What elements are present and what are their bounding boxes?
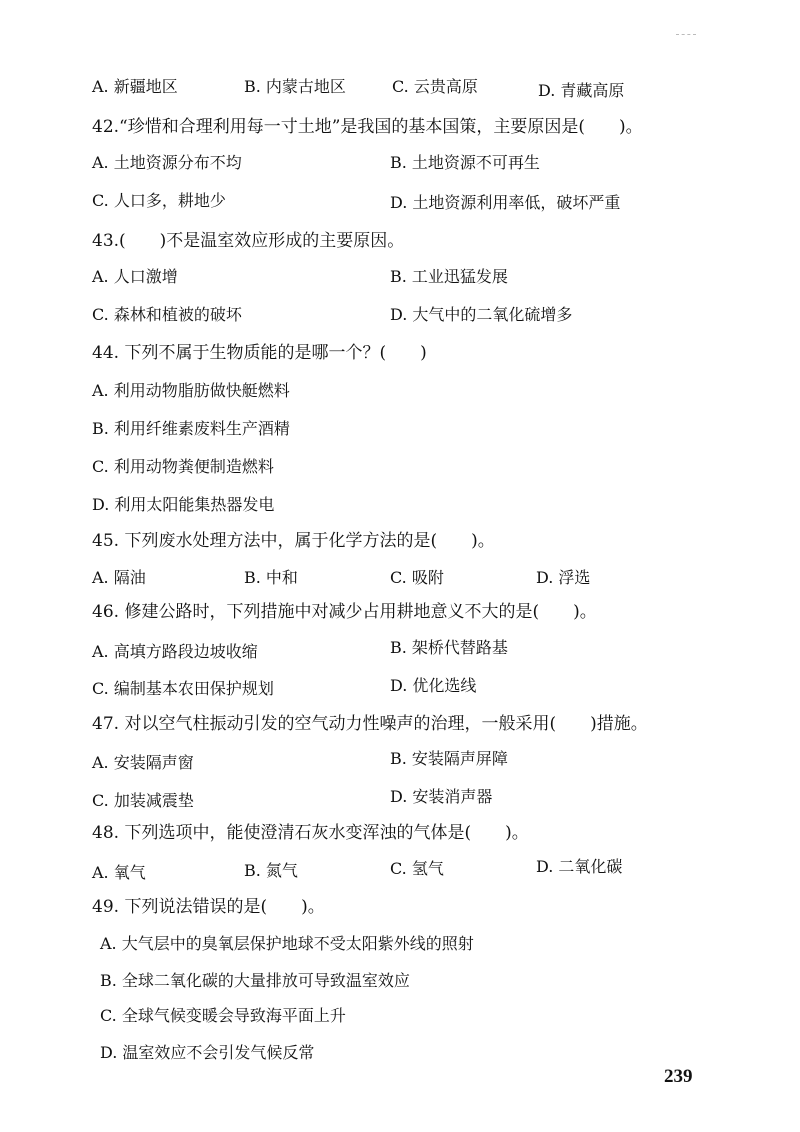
q42-option-a: A. 土地资源分布不均: [92, 153, 242, 172]
scan-mark: [676, 34, 696, 36]
q44-stem: 44. 下列不属于生物质能的是哪一个？( ): [92, 343, 427, 363]
q46-option-b: B. 架桥代替路基: [390, 638, 508, 657]
q49-option-b: B. 全球二氧化碳的大量排放可导致温室效应: [100, 971, 410, 990]
q43-option-d: D. 大气中的二氧化硫增多: [390, 305, 573, 324]
q42-option-d: D. 土地资源利用率低，破坏严重: [390, 193, 621, 212]
q48-stem: 48. 下列选项中，能使澄清石灰水变浑浊的气体是( )。: [92, 823, 529, 843]
q44-option-a: A. 利用动物脂肪做快艇燃料: [92, 381, 290, 400]
q45-option-c: C. 吸附: [390, 568, 444, 587]
q49-option-a: A. 大气层中的臭氧层保护地球不受太阳紫外线的照射: [100, 934, 474, 953]
q43-stem: 43.( )不是温室效应形成的主要原因。: [92, 231, 405, 251]
q46-option-a: A. 高填方路段边坡收缩: [92, 642, 258, 661]
q46-option-d: D. 优化选线: [390, 676, 477, 695]
q45-option-a: A. 隔油: [92, 568, 146, 587]
q42-option-b: B. 土地资源不可再生: [390, 153, 540, 172]
q49-stem: 49. 下列说法错误的是( )。: [92, 897, 325, 917]
q42-stem: 42.“珍惜和合理利用每一寸土地”是我国的基本国策，主要原因是( )。: [92, 117, 643, 137]
page-number: 239: [664, 1066, 693, 1087]
q44-option-b: B. 利用纤维素废料生产酒精: [92, 419, 290, 438]
q45-stem: 45. 下列废水处理方法中，属于化学方法的是( )。: [92, 531, 495, 551]
q47-option-d: D. 安装消声器: [390, 787, 493, 806]
q48-option-a: A. 氧气: [92, 863, 146, 882]
q45-option-b: B. 中和: [244, 568, 298, 587]
q48-option-c: C. 氢气: [390, 859, 444, 878]
q46-option-c: C. 编制基本农田保护规划: [92, 679, 274, 698]
q43-option-c: C. 森林和植被的破坏: [92, 305, 242, 324]
q47-option-b: B. 安装隔声屏障: [390, 749, 508, 768]
q44-option-c: C. 利用动物粪便制造燃料: [92, 457, 274, 476]
q47-option-a: A. 安装隔声窗: [92, 753, 194, 772]
q41-option-a: A. 新疆地区: [92, 77, 178, 96]
q41-option-b: B. 内蒙古地区: [244, 77, 346, 96]
q49-option-d: D. 温室效应不会引发气候反常: [100, 1043, 315, 1062]
q44-option-d: D. 利用太阳能集热器发电: [92, 495, 275, 514]
q47-stem: 47. 对以空气柱振动引发的空气动力性噪声的治理，一般采用( )措施。: [92, 714, 648, 734]
q46-stem: 46. 修建公路时，下列措施中对减少占用耕地意义不大的是( )。: [92, 602, 597, 622]
q41-option-d: D. 青藏高原: [538, 81, 625, 100]
q48-option-b: B. 氮气: [244, 861, 298, 880]
q41-option-c: C. 云贵高原: [392, 77, 478, 96]
q49-option-c: C. 全球气候变暖会导致海平面上升: [100, 1006, 346, 1025]
q48-option-d: D. 二氧化碳: [536, 857, 623, 876]
q43-option-a: A. 人口激增: [92, 267, 178, 286]
q45-option-d: D. 浮选: [536, 568, 591, 587]
q43-option-b: B. 工业迅猛发展: [390, 267, 508, 286]
q42-option-c: C. 人口多，耕地少: [92, 191, 226, 210]
q47-option-c: C. 加装减震垫: [92, 791, 194, 810]
